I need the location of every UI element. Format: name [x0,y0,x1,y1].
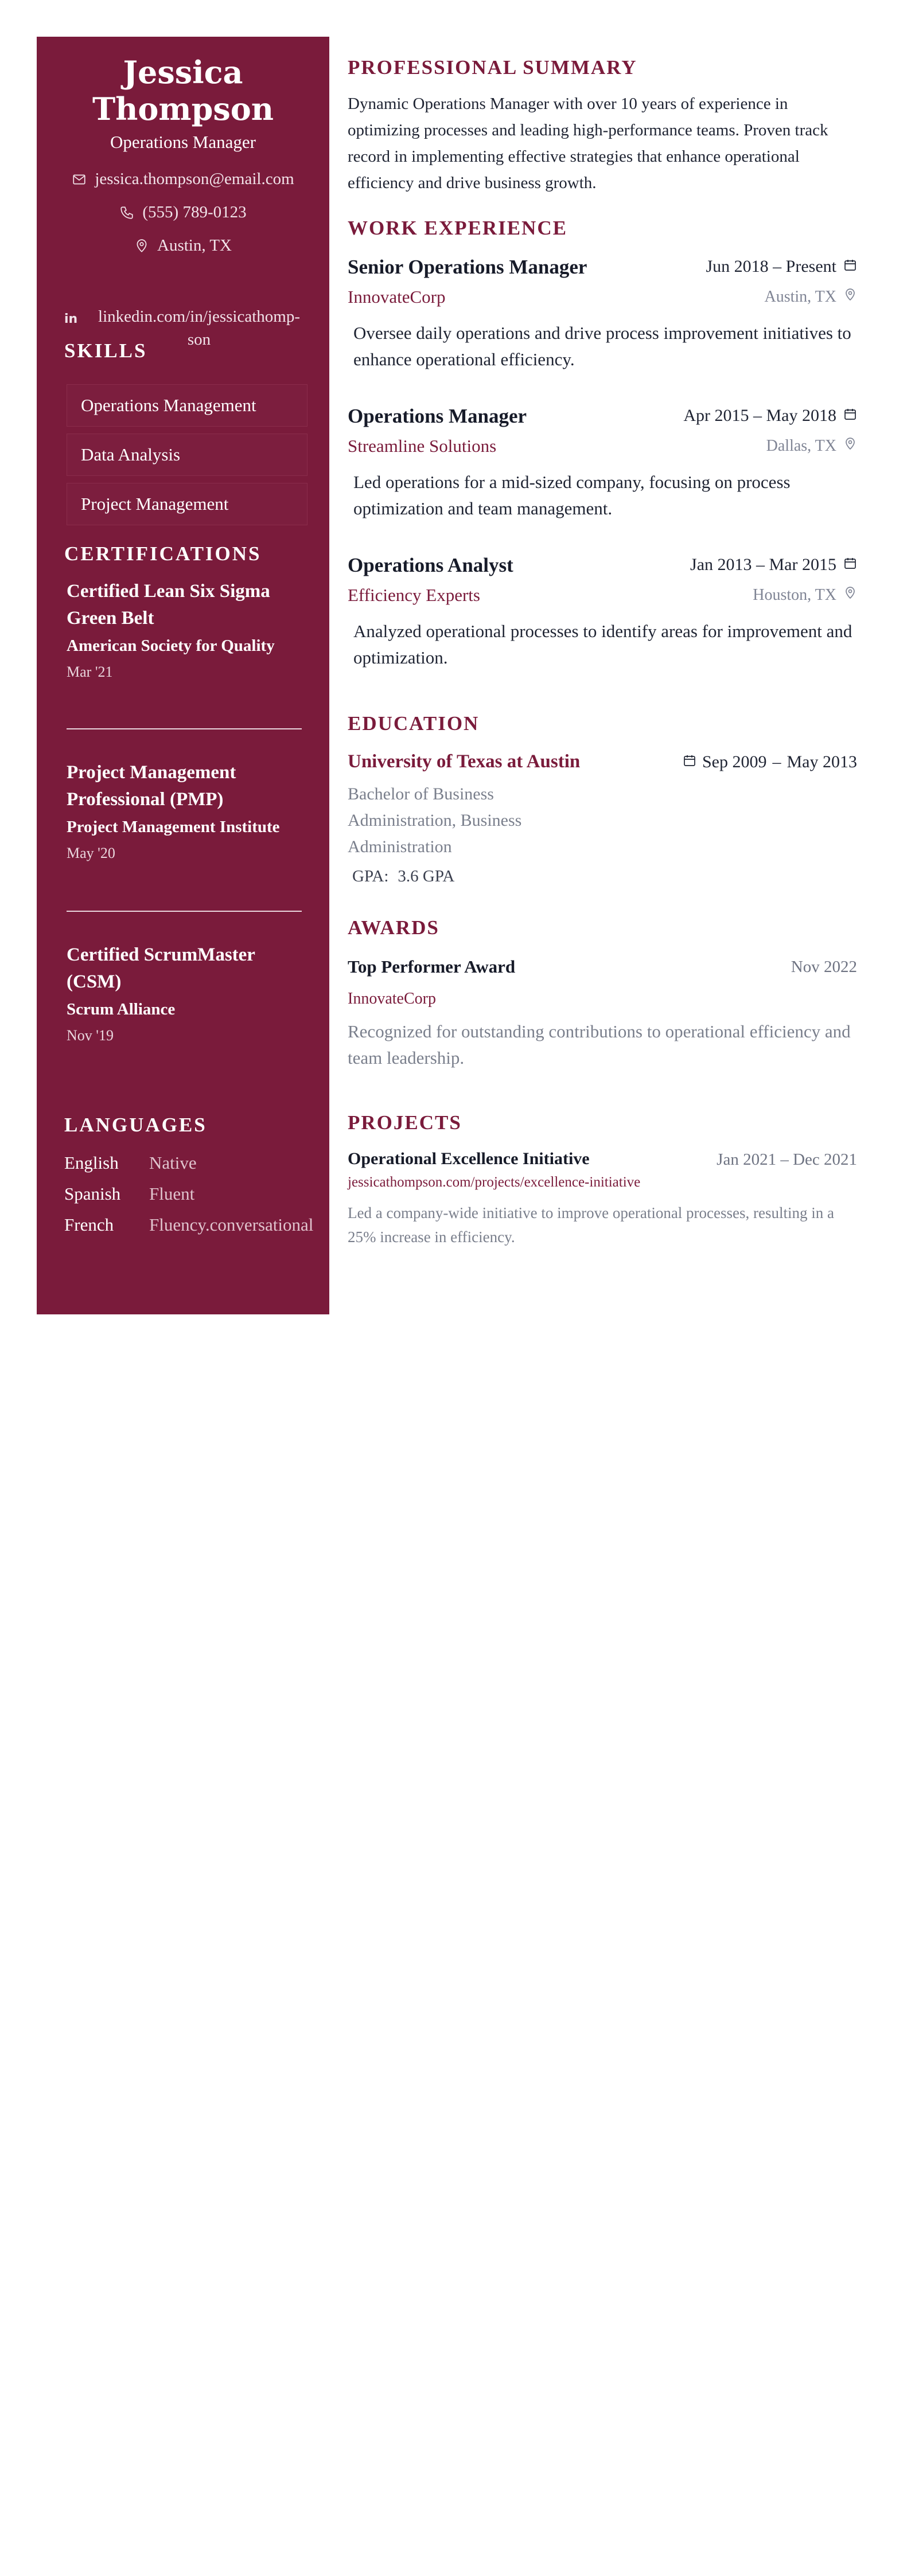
project-link[interactable]: jessicathompson.com/projects/excellence-initiative [348,1174,641,1190]
certification-date: Mar '21 [67,663,113,680]
job-date-text: Jan 2013 – Mar 2015 [690,555,836,574]
job-title: Operations Analyst [348,554,513,576]
job-description: Oversee daily operations and drive process improvement initiatives to enhance operational efficiency. [353,323,851,369]
languages-heading: LANGUAGES [64,1114,207,1136]
projects-heading: PROJECTS [348,1111,462,1134]
calendar-icon [683,752,696,772]
certification-title: Certified Lean Six Sigma Green Belt [67,581,270,629]
language-name: Spanish [64,1184,121,1204]
summary-heading: PROFESSIONAL SUMMARY [348,56,637,79]
project-title: Operational Excellence Initiative [348,1149,590,1168]
location-pin-icon [843,437,857,455]
job-location [753,586,857,604]
calendar-icon [843,406,857,426]
language-row [64,1153,197,1173]
sidebar [37,37,329,1314]
location-pin-icon [843,288,857,306]
calendar-icon [843,555,857,575]
job-date [706,257,858,276]
awards-heading: AWARDS [348,916,439,939]
certification-issuer: Project Management Institute [67,818,280,836]
certification-item [67,942,307,1044]
job-description: Led operations for a mid-sized company, focusing on process optimization and team management. [353,472,791,518]
job-location [766,437,857,455]
phone-text: (555) 789-0123 [142,203,247,221]
contact-location [60,236,306,255]
certification-title: Certified ScrumMaster (CSM) [67,944,255,992]
location-pin-icon [843,586,857,604]
degree: Bachelor of Business Administration, Business Administration [348,784,522,856]
education-dash: – [772,752,781,771]
job-location-text: Houston, TX [753,586,836,604]
calendar-icon [843,257,857,276]
education-start: Sep 2009 [702,752,767,771]
linkedin-text: linkedin.com/in/jessicathomp-son [98,307,300,349]
education-heading: EDUCATION [348,712,480,735]
job-date-text: Apr 2015 – May 2018 [683,406,836,425]
company-name: Efficiency Experts [348,585,480,605]
skills-heading: SKILLS [64,339,147,362]
certification-title: Project Management Professional (PMP) [67,762,236,810]
language-row [64,1215,313,1235]
candidate-name: Jessica Thompson [92,54,274,127]
certification-divider [67,911,302,912]
certifications-heading: CERTIFICATIONS [64,542,262,565]
gpa [352,867,454,886]
certification-item [67,759,307,862]
education-dates [683,752,857,772]
certification-issuer: Scrum Alliance [67,1000,176,1018]
company-name: Streamline Solutions [348,436,497,456]
job-title: Operations Manager [348,405,527,427]
language-name: English [64,1153,119,1173]
certification-date: Nov '19 [67,1027,114,1044]
language-level: Fluent [149,1184,195,1204]
job-description: Analyzed operational processes to identify areas for improvement and optimization. [353,621,852,668]
award-title: Top Performer Award [348,957,516,977]
award-date: Nov 2022 [791,958,857,976]
contact-email[interactable] [60,170,306,189]
gpa-value: 3.6 GPA [398,867,455,885]
job-location-text: Austin, TX [764,288,836,306]
phone-icon [119,205,134,220]
location-pin-icon [134,239,149,253]
gpa-label: GPA: [352,867,389,885]
award-issuer: InnovateCorp [348,990,436,1008]
experience-heading: WORK EXPERIENCE [348,217,567,239]
job-location-text: Dallas, TX [766,437,836,455]
company-name: InnovateCorp [348,287,446,307]
linkedin-icon: in [64,312,78,326]
project-description: Led a company-wide initiative to improve operational processes, resulting in a 25% increase in efficiency. [348,1204,834,1246]
school-name: University of Texas at Austin [348,751,581,772]
certification-date: May '20 [67,845,115,861]
project-date: Jan 2021 – Dec 2021 [717,1150,857,1169]
job-location [765,288,858,306]
skill-item: Project Management [67,483,307,525]
language-level: Native [149,1153,197,1173]
email-icon [72,172,87,187]
certification-issuer: American Society for Quality [67,637,275,655]
job-date [690,555,857,575]
language-row [64,1184,194,1204]
email-text: jessica.thompson@email.com [95,170,294,188]
job-date-text: Jun 2018 – Present [706,257,836,276]
certification-item [67,578,307,681]
job-date [683,406,857,426]
skill-item: Operations Management [67,384,307,427]
language-name: French [64,1215,114,1235]
certification-divider [67,728,302,729]
job-title: Senior Operations Manager [348,256,587,278]
contact-phone[interactable] [60,203,306,222]
location-text: Austin, TX [157,236,232,255]
skill-item: Data Analysis [67,434,307,476]
award-description: Recognized for outstanding contributions to operational efficiency and team leadership. [348,1021,851,1068]
summary-text: Dynamic Operations Manager with over 10 years of experience in optimizing processes and leading high-performance teams. Proven track record in implementing effective strategies that enhance operational efficiency and drive business growth. [348,95,828,192]
education-end: May 2013 [787,752,857,771]
language-level: Fluency.conversational [149,1215,314,1235]
candidate-title: Operations Manager [110,132,256,152]
